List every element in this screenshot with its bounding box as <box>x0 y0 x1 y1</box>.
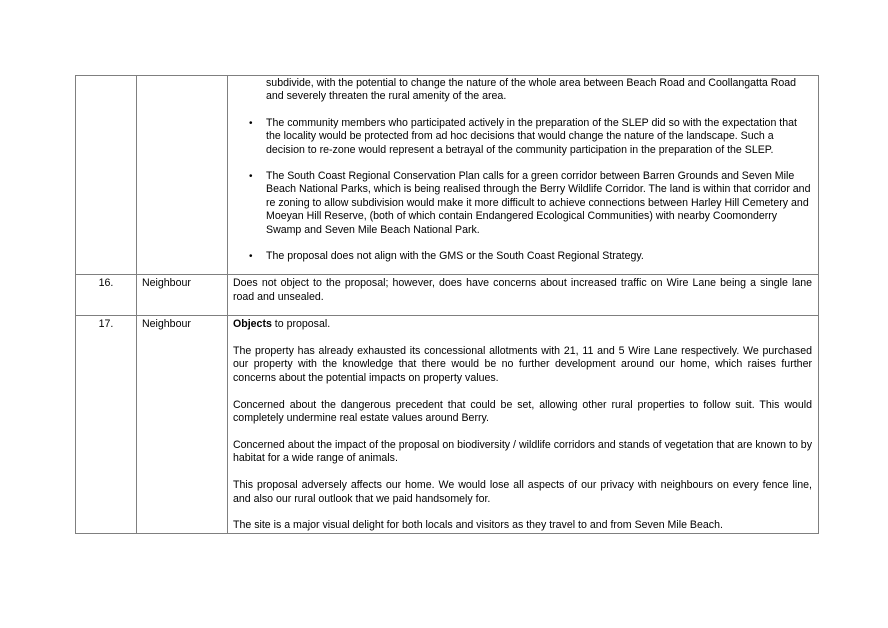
submission-number-cell <box>76 76 137 275</box>
comment-paragraph: The property has already exhausted its concessional allotments with 21, 11 and 5 Wire Lane respectively. We purchased our property with the knowledge that there would be no further development around our home, which raises further concerns about the potential impacts on property values. <box>233 345 812 384</box>
objection-keyword: Objects <box>233 318 272 331</box>
comment-cell <box>228 275 819 316</box>
bullet-item <box>233 170 812 237</box>
submitter-type-cell <box>137 76 228 275</box>
table-row <box>76 316 819 533</box>
submission-number-cell: 17. <box>76 316 137 533</box>
comment-cell <box>228 316 819 533</box>
bullet-item-text: subdivide, with the potential to change the nature of the whole area between Beach Road and Coollangatta Road and severely threaten the rural amenity of the area. <box>266 77 797 103</box>
comment-cell <box>228 76 819 275</box>
concerns-bullet-list <box>233 77 812 263</box>
submission-number-cell: 16. <box>76 275 137 316</box>
bullet-item <box>233 250 812 263</box>
bullet-item-text: The community members who participated actively in the preparation of the SLEP did so with the expectation that the locality would be protected from ad hoc decisions that would change the nature of the landscape. Such a decision to re-zone would represent a betrayal of the community participation in the preparation of the SLEP. <box>266 116 797 156</box>
bullet-item-text: The South Coast Regional Conservation Plan calls for a green corridor between Barren Grounds and Seven Mile Beach National Parks, which is being realised through the Berry Wildlife Corridor. The land is within that corridor and re zoning to allow subdivision would make it more difficult to achieve connections between Harley Hill Cemetery and Moeyan Hill Reserve, (both of which contain Endangered Ecological Communities) with nearby Coomonderry Swamp and Seven Mile Beach National Park. <box>266 170 811 236</box>
table-row-continuation <box>76 76 819 275</box>
submitter-type-cell: Neighbour <box>137 316 228 533</box>
submissions-table <box>75 75 819 534</box>
comment-paragraph: Concerned about the dangerous precedent that could be set, allowing other rural properties to follow suit. This would completely undermine real estate values around Berry. <box>233 398 812 425</box>
comment-paragraph: Concerned about the impact of the proposal on biodiversity / wildlife corridors and stands of vegetation that are known to by habitat for a wide range of animals. <box>233 438 812 465</box>
bullet-item <box>233 117 812 157</box>
objection-statement <box>233 318 812 331</box>
comment-paragraph: Does not object to the proposal; however, does have concerns about increased traffic on Wire Lane being a single lane road and unsealed. <box>233 277 812 303</box>
bullet-item-text: The proposal does not align with the GMS or the South Coast Regional Strategy. <box>266 250 644 263</box>
bullet-icon: • <box>249 251 253 263</box>
bullet-item <box>233 77 812 104</box>
table-row <box>76 275 819 316</box>
comment-paragraph: This proposal adversely affects our home. We would lose all aspects of our privacy with neighbours on every fence line, and also our rural outlook that we paid handsomely for. <box>233 479 812 505</box>
submitter-type-cell: Neighbour <box>137 275 228 316</box>
comment-paragraph: The site is a major visual delight for both locals and visitors as they travel to and from Seven Mile Beach. <box>233 519 723 532</box>
bullet-icon: • <box>249 171 253 183</box>
objection-rest: to proposal. <box>271 318 331 331</box>
bullet-icon: • <box>249 117 253 129</box>
